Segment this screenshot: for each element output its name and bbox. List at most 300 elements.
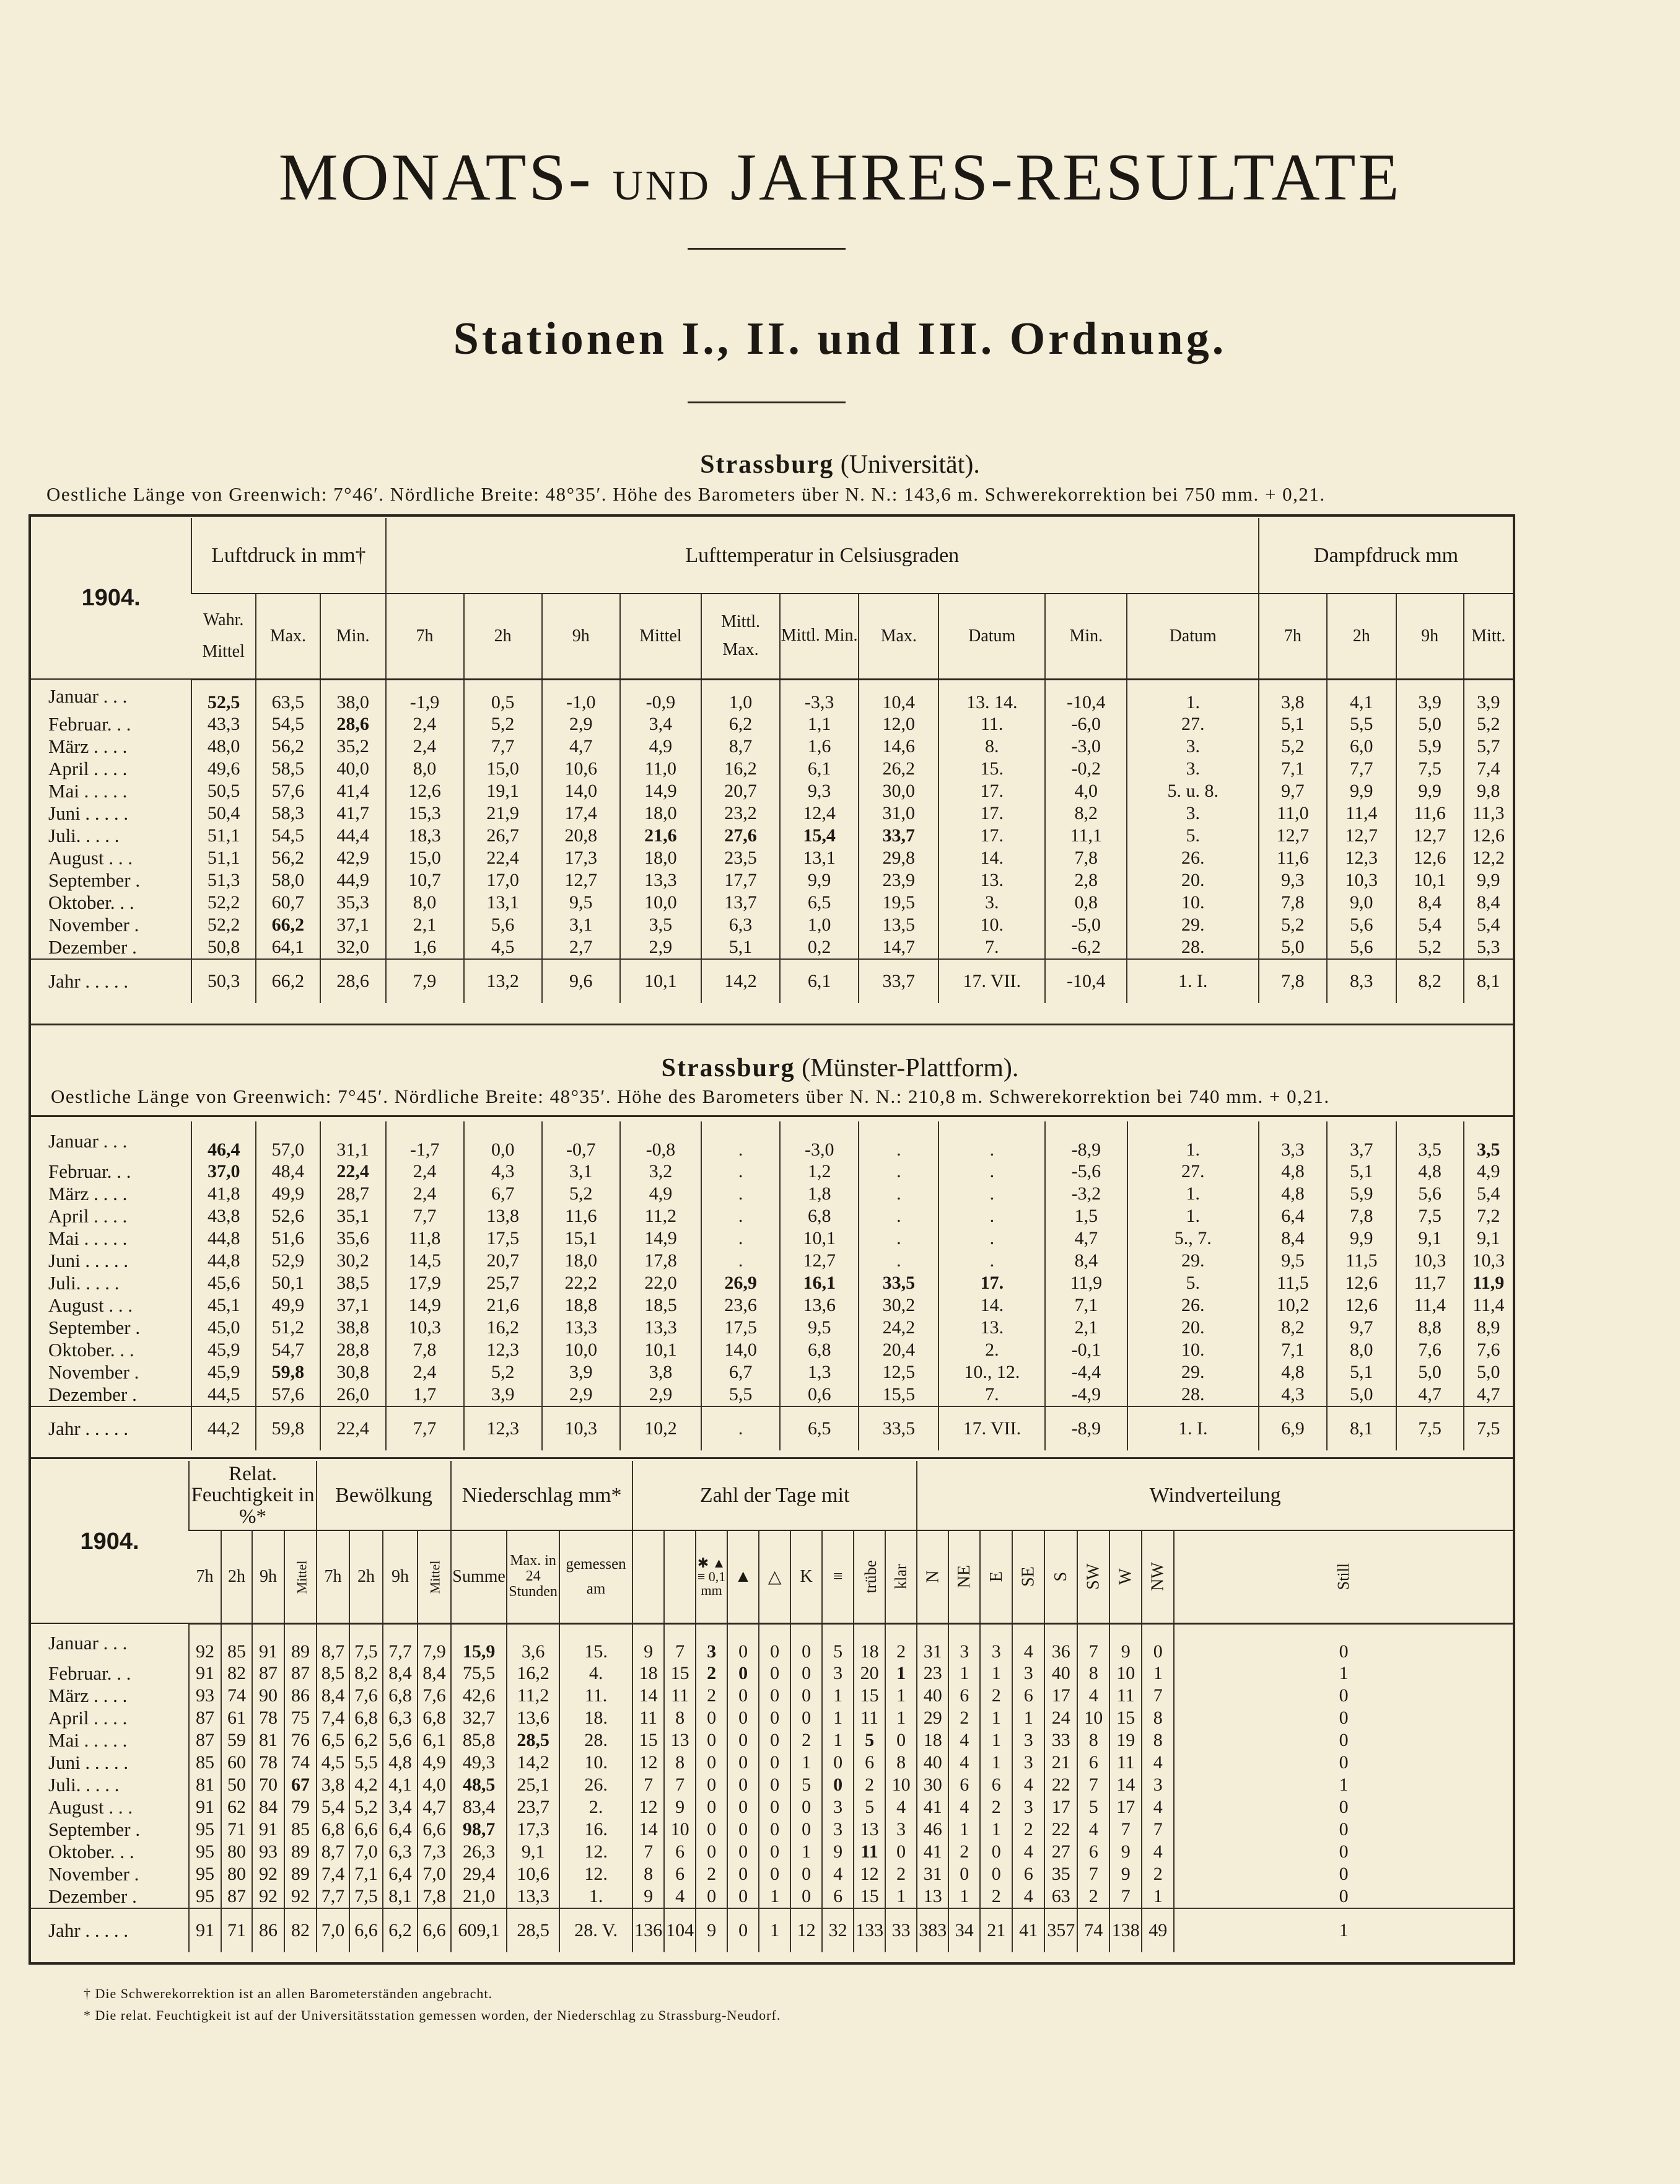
table-cell: 50,5: [191, 780, 256, 802]
table-cell: 45,9: [191, 1339, 256, 1361]
table-cell: 1.: [1127, 1121, 1259, 1160]
table-cell: .: [701, 1406, 780, 1450]
table-feuchte-wind: [31, 1461, 1513, 1952]
table-cell: 11,0: [1259, 802, 1327, 825]
table-cell: 0,2: [780, 936, 859, 959]
table-cell: 50,8: [191, 936, 256, 959]
table-cell: 18,0: [542, 1250, 620, 1272]
table-cell: 1: [885, 1885, 917, 1908]
table-cell: 0: [727, 1685, 759, 1707]
table-cell: 6,7: [464, 1183, 542, 1205]
table-cell: 46: [917, 1818, 948, 1841]
table-cell: 2: [854, 1774, 885, 1796]
table-cell: 14: [1109, 1774, 1142, 1796]
table-cell: 28,6: [320, 713, 386, 735]
table-cell: 8,1: [1327, 1406, 1396, 1450]
table-cell: 48,5: [451, 1774, 507, 1796]
frost-icon: △: [759, 1530, 790, 1623]
page-title: MONATS- UND JAHRES-RESULTATE: [278, 141, 1402, 214]
table-cell: 26,2: [859, 758, 938, 780]
table-cell: 8,4: [317, 1685, 349, 1707]
table-cell: 15,4: [780, 825, 859, 847]
table-cell: 98,7: [451, 1818, 507, 1841]
table-cell: 7,5: [1396, 1406, 1464, 1450]
year-label: Jahr . . . . .: [31, 1406, 191, 1450]
table-cell: 10,3: [386, 1317, 464, 1339]
table-row: [31, 1752, 1513, 1774]
table-cell: 25,7: [464, 1272, 542, 1294]
table-cell: 3: [885, 1818, 917, 1841]
table-cell: 23,2: [701, 802, 780, 825]
table-cell: 16,2: [507, 1662, 559, 1685]
table-cell: 41,8: [191, 1183, 256, 1205]
table-cell: 30: [917, 1774, 948, 1796]
table-cell: 2,9: [620, 936, 701, 959]
table-cell: 10.: [938, 914, 1045, 936]
table-cell: 5,0: [1464, 1361, 1513, 1384]
table-cell: 3.: [1127, 735, 1259, 758]
table-cell: 9,6: [542, 959, 620, 1003]
table-cell: 7,4: [317, 1707, 349, 1729]
table-cell: 71: [221, 1818, 252, 1841]
table-cell: 17: [1044, 1796, 1077, 1818]
table-cell: 35,2: [320, 735, 386, 758]
table-cell: 7: [664, 1774, 696, 1796]
table-cell: 7,1: [1259, 1339, 1327, 1361]
table-cell: 18,5: [620, 1294, 701, 1317]
month-label: September .: [48, 1818, 141, 1840]
header-mittel: Mittel: [418, 1530, 451, 1623]
table-cell: 3: [1012, 1796, 1044, 1818]
table-cell: 86: [252, 1908, 284, 1952]
table-cell: 74: [1077, 1908, 1109, 1952]
table-cell: 3,9: [542, 1361, 620, 1384]
header-9h: 9h: [252, 1530, 284, 1623]
table-cell: 6: [664, 1863, 696, 1885]
table-cell: 28,5: [507, 1729, 559, 1752]
table-cell: 11,9: [1464, 1272, 1513, 1294]
table-cell: 7,2: [1464, 1205, 1513, 1227]
table-cell: 0: [696, 1707, 727, 1729]
table-cell: 89: [284, 1841, 317, 1863]
table-cell: 0: [727, 1885, 759, 1908]
table-cell: 11.: [938, 713, 1045, 735]
month-label: Juni . . . . .: [48, 1752, 129, 1773]
table-cell: 45,0: [191, 1317, 256, 1339]
table-cell: 11,5: [1259, 1272, 1327, 1294]
table-cell: 1: [980, 1752, 1012, 1774]
table-row: [31, 1361, 1513, 1384]
table-cell: 7,8: [1259, 959, 1327, 1003]
table-cell: 0: [1174, 1818, 1513, 1841]
year-label: Jahr . . . . .: [31, 1908, 189, 1952]
table-cell: 76: [284, 1729, 317, 1752]
table-cell: 0: [759, 1685, 790, 1707]
table-cell: 5,4: [1464, 914, 1513, 936]
table-cell: 1: [759, 1885, 790, 1908]
table-cell: 12,7: [1327, 825, 1396, 847]
table-cell: 6,4: [383, 1818, 418, 1841]
table-cell: 4,5: [464, 936, 542, 959]
table-cell: 4,3: [1259, 1384, 1327, 1406]
table-cell: 41: [1012, 1908, 1044, 1952]
table-cell: -5,0: [1045, 914, 1127, 936]
table-cell: 4,7: [1045, 1227, 1127, 1250]
table-row: [31, 1250, 1513, 1272]
table-cell: 8,7: [701, 735, 780, 758]
month-label: Juli. . . . .: [48, 1774, 120, 1796]
table-cell: 138: [1109, 1908, 1142, 1952]
table-cell: 11: [664, 1685, 696, 1707]
header-2h: 2h: [464, 594, 542, 679]
table-cell: 6,8: [349, 1707, 383, 1729]
month-label: September .: [48, 869, 141, 891]
table-cell: 0: [1174, 1685, 1513, 1707]
month-label: März . . . .: [48, 735, 128, 757]
table-cell: 13: [854, 1818, 885, 1841]
table-cell: -1,9: [386, 679, 464, 713]
table-cell: 22,2: [542, 1272, 620, 1294]
table-cell: 1: [1012, 1707, 1044, 1729]
table-cell: 28,5: [507, 1908, 559, 1952]
table-cell: 4: [885, 1796, 917, 1818]
table-cell: 89: [284, 1863, 317, 1885]
table-cell: 13,5: [859, 914, 938, 936]
table-cell: 17: [1109, 1796, 1142, 1818]
header-d7h: 7h: [1259, 594, 1327, 679]
table-cell: 4,8: [383, 1752, 418, 1774]
table-cell: 63,5: [256, 679, 320, 713]
table-cell: 31,0: [859, 802, 938, 825]
table-cell: .: [859, 1121, 938, 1160]
table-cell: 6,8: [780, 1339, 859, 1361]
table-cell: 10,7: [386, 869, 464, 892]
table-cell: 3,5: [1396, 1121, 1464, 1160]
table-cell: 9,1: [1464, 1227, 1513, 1250]
table-cell: 82: [284, 1908, 317, 1952]
header-tmin: Min.: [1045, 594, 1127, 679]
year-total-row: [31, 959, 1513, 1003]
table-cell: -10,4: [1045, 679, 1127, 713]
header-wind-s: S: [1044, 1530, 1077, 1623]
table-cell: 4,1: [1327, 679, 1396, 713]
table-cell: 29: [917, 1707, 948, 1729]
table-cell: 0: [790, 1623, 822, 1662]
table-cell: 10: [885, 1774, 917, 1796]
table-cell: 2,7: [542, 936, 620, 959]
table-cell: 3: [822, 1818, 854, 1841]
table-cell: 3.: [938, 892, 1045, 914]
table-cell: 2: [885, 1623, 917, 1662]
table-cell: 35,6: [320, 1227, 386, 1250]
table-cell: 5,2: [349, 1796, 383, 1818]
table-cell: 4,0: [418, 1774, 451, 1796]
table-row: [31, 914, 1513, 936]
table-row: [31, 1796, 1513, 1818]
table-cell: 15.: [559, 1623, 632, 1662]
table-cell: 0: [696, 1818, 727, 1841]
table-cell: 82: [221, 1662, 252, 1685]
table-cell: 23,7: [507, 1796, 559, 1818]
table-cell: 9,1: [1396, 1227, 1464, 1250]
table-cell: 37,0: [191, 1160, 256, 1183]
table-cell: 7,5: [1396, 1205, 1464, 1227]
table-cell: 5,6: [464, 914, 542, 936]
title-rule: [688, 248, 846, 250]
table-cell: 0: [759, 1796, 790, 1818]
table-cell: 8: [632, 1863, 664, 1885]
table-cell: 0: [696, 1796, 727, 1818]
table-cell: 0: [1174, 1623, 1513, 1662]
table-cell: 48,4: [256, 1160, 320, 1183]
table-cell: 7,1: [1259, 758, 1327, 780]
table-cell: 18,3: [386, 825, 464, 847]
table-cell: 4,8: [1259, 1160, 1327, 1183]
month-label: November .: [48, 914, 139, 936]
table-cell: 7,1: [1045, 1294, 1127, 1317]
table-row: [31, 1818, 1513, 1841]
table-cell: 6: [1077, 1752, 1109, 1774]
table-cell: 14.: [938, 1294, 1045, 1317]
year-total-row: [31, 1406, 1513, 1450]
table-cell: 2: [790, 1729, 822, 1752]
table-cell: 38,5: [320, 1272, 386, 1294]
table-cell: 7,7: [383, 1623, 418, 1662]
table-cell: 17.: [938, 802, 1045, 825]
table-cell: 10,3: [1396, 1250, 1464, 1272]
table-cell: 11,3: [1464, 802, 1513, 825]
table-cell: 2,1: [386, 914, 464, 936]
table-cell: 2,4: [386, 1183, 464, 1205]
table-cell: 11,2: [507, 1685, 559, 1707]
table-cell: 74: [221, 1685, 252, 1707]
table-cell: 23,5: [701, 847, 780, 869]
table-cell: 64,1: [256, 936, 320, 959]
table-cell: 30,2: [859, 1294, 938, 1317]
table-row: [31, 1384, 1513, 1406]
table-row: [31, 1685, 1513, 1707]
table-cell: 66,2: [256, 914, 320, 936]
header-7h: 7h: [386, 594, 464, 679]
table-cell: -6,2: [1045, 936, 1127, 959]
table-cell: 75: [284, 1707, 317, 1729]
table-cell: 3: [822, 1796, 854, 1818]
table-cell: 9,9: [1464, 869, 1513, 892]
table-cell: 0,0: [464, 1121, 542, 1160]
table-cell: 7,5: [349, 1623, 383, 1662]
table-cell: 8,4: [383, 1662, 418, 1685]
table-cell: -0,8: [620, 1121, 701, 1160]
month-label: August . . .: [48, 1796, 133, 1818]
table-cell: 1,1: [780, 713, 859, 735]
table1-year-label: 1904.: [31, 518, 191, 679]
table-cell: 8,3: [1327, 959, 1396, 1003]
table-cell: .: [938, 1121, 1045, 1160]
table-cell: 8: [1077, 1662, 1109, 1685]
table-cell: 5,6: [1327, 914, 1396, 936]
table-cell: 84: [252, 1796, 284, 1818]
table-cell: 63: [1044, 1885, 1077, 1908]
table-cell: 0: [727, 1707, 759, 1729]
table-cell: 0: [790, 1685, 822, 1707]
table-cell: 0: [1174, 1885, 1513, 1908]
table-cell: 14,0: [542, 780, 620, 802]
table-cell: 16,1: [780, 1272, 859, 1294]
table-cell: 9,7: [1327, 1317, 1396, 1339]
table-cell: 33,7: [859, 959, 938, 1003]
table-row: [31, 936, 1513, 959]
table-cell: 21: [980, 1908, 1012, 1952]
table-cell: 6,5: [780, 1406, 859, 1450]
table-cell: 6,4: [383, 1863, 418, 1885]
table-cell: 75,5: [451, 1662, 507, 1685]
table-cell: 5,0: [1259, 936, 1327, 959]
table-cell: 3,8: [620, 1361, 701, 1384]
table-cell: 6,8: [418, 1707, 451, 1729]
table-cell: 92: [252, 1885, 284, 1908]
table-cell: 33: [885, 1908, 917, 1952]
table-cell: 22: [1044, 1774, 1077, 1796]
table-cell: 33: [1044, 1729, 1077, 1752]
table-cell: 5: [854, 1729, 885, 1752]
table-cell: 1.: [559, 1885, 632, 1908]
table-cell: 136: [632, 1908, 664, 1952]
table-cell: 1.: [1127, 1205, 1259, 1227]
table-cell: 0,5: [464, 679, 542, 713]
table-cell: 27.: [1127, 1160, 1259, 1183]
table-cell: 0: [822, 1774, 854, 1796]
table-cell: 49,6: [191, 758, 256, 780]
header-wind-se: SE: [1012, 1530, 1044, 1623]
table-cell: 26.: [1127, 847, 1259, 869]
month-label: März . . . .: [48, 1685, 128, 1706]
table-cell: 54,7: [256, 1339, 320, 1361]
table-cell: 7,9: [418, 1623, 451, 1662]
table-cell: 6: [822, 1885, 854, 1908]
table-cell: 11,6: [542, 1205, 620, 1227]
month-label: Oktober. . .: [48, 1339, 134, 1361]
table-cell: 2: [696, 1863, 727, 1885]
table-cell: 36: [1044, 1623, 1077, 1662]
table-cell: 9,9: [1396, 780, 1464, 802]
table-cell: 6,4: [1259, 1205, 1327, 1227]
table-cell: 6,6: [418, 1908, 451, 1952]
table-cell: 46,4: [191, 1121, 256, 1160]
table-row: [31, 892, 1513, 914]
table-cell: 28. V.: [559, 1908, 632, 1952]
table-cell: 7,5: [1464, 1406, 1513, 1450]
table-cell: 22,0: [620, 1272, 701, 1294]
table-cell: 45,1: [191, 1294, 256, 1317]
table-cell: 4,7: [1464, 1384, 1513, 1406]
table-cell: 1: [1174, 1908, 1513, 1952]
table-cell: 7: [1142, 1818, 1174, 1841]
table-cell: -1,7: [386, 1121, 464, 1160]
table-cell: 52,6: [256, 1205, 320, 1227]
table-cell: 5,0: [1396, 1361, 1464, 1384]
table-cell: 52,2: [191, 892, 256, 914]
table-cell: 11,5: [1327, 1250, 1396, 1272]
table-cell: 12,2: [1464, 847, 1513, 869]
table-row: [31, 1774, 1513, 1796]
table-cell: 57,6: [256, 1384, 320, 1406]
table-cell: 6,8: [780, 1205, 859, 1227]
table-cell: 2.: [938, 1339, 1045, 1361]
table-cell: 25,1: [507, 1774, 559, 1796]
table-cell: 7: [1077, 1623, 1109, 1662]
table-cell: 6,2: [701, 713, 780, 735]
table-cell: 1: [822, 1707, 854, 1729]
table-cell: 18: [917, 1729, 948, 1752]
table-cell: 50: [221, 1774, 252, 1796]
table-cell: 27: [1044, 1841, 1077, 1863]
month-label: Oktober. . .: [48, 892, 134, 913]
table-cell: 2,9: [542, 713, 620, 735]
table-cell: 4: [1012, 1623, 1044, 1662]
table-cell: 3,9: [1464, 679, 1513, 713]
table-cell: 3,9: [1396, 679, 1464, 713]
table-cell: 7,5: [1396, 758, 1464, 780]
table-cell: 49,9: [256, 1183, 320, 1205]
table-cell: 6,5: [780, 892, 859, 914]
table-cell: 3: [696, 1623, 727, 1662]
table-row: [31, 1707, 1513, 1729]
table-cell: 0: [696, 1752, 727, 1774]
table-cell: 5,0: [1396, 713, 1464, 735]
month-label: November .: [48, 1361, 139, 1383]
table-cell: 9,7: [1259, 780, 1327, 802]
table-cell: 0: [759, 1863, 790, 1885]
header-windverteilung: Windverteilung: [917, 1461, 1513, 1530]
table-cell: 20,7: [464, 1250, 542, 1272]
table-cell: 86: [284, 1685, 317, 1707]
table-cell: 0: [759, 1752, 790, 1774]
table-cell: 6,0: [1327, 735, 1396, 758]
table-cell: -6,0: [1045, 713, 1127, 735]
table-cell: 2,4: [386, 713, 464, 735]
table-cell: 4: [1142, 1752, 1174, 1774]
table-cell: 11.: [559, 1685, 632, 1707]
table-cell: 12,3: [1327, 847, 1396, 869]
table-cell: 7,0: [317, 1908, 349, 1952]
table-cell: 13.: [938, 1317, 1045, 1339]
table-cell: 95: [189, 1841, 221, 1863]
table-row: [31, 825, 1513, 847]
table-cell: 11,2: [620, 1205, 701, 1227]
table-cell: .: [938, 1250, 1045, 1272]
table-cell: .: [938, 1205, 1045, 1227]
table-cell: -0,9: [620, 679, 701, 713]
table-cell: 5,1: [1327, 1160, 1396, 1183]
table-cell: 609,1: [451, 1908, 507, 1952]
station2-heading: Strassburg (Münster-Plattform).: [661, 1054, 1019, 1082]
table-cell: 22,4: [320, 1160, 386, 1183]
table-cell: 11,6: [1259, 847, 1327, 869]
table-cell: 2,4: [386, 735, 464, 758]
table-cell: 18,0: [620, 802, 701, 825]
table-cell: 1,5: [1045, 1205, 1127, 1227]
table-cell: 24: [1044, 1707, 1077, 1729]
table-cell: 8,0: [386, 758, 464, 780]
table-cell: 8,1: [1464, 959, 1513, 1003]
table-cell: 12,0: [859, 713, 938, 735]
table-cell: 9,3: [780, 780, 859, 802]
table-cell: 5.: [1127, 1272, 1259, 1294]
table-cell: 23,6: [701, 1294, 780, 1317]
section-divider: [31, 1024, 1513, 1025]
table-cell: 0: [980, 1863, 1012, 1885]
table-cell: 4,2: [349, 1774, 383, 1796]
